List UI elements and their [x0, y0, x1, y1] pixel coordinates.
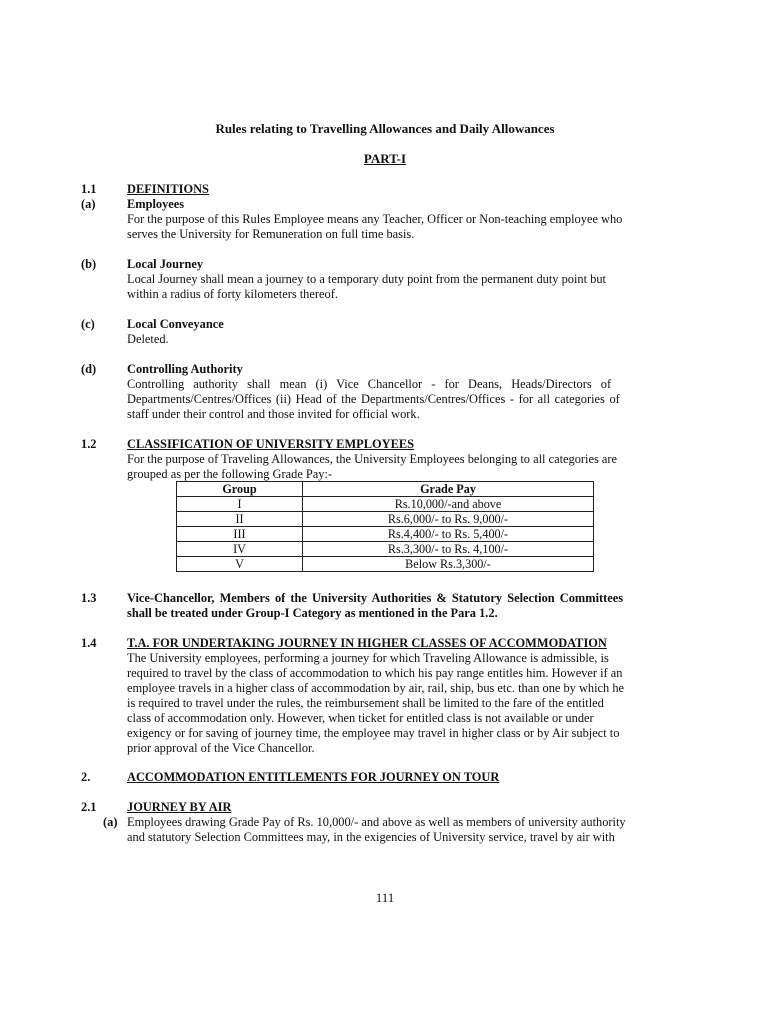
section-number: 1.2 [81, 437, 97, 451]
section-number: 1.1 [81, 182, 97, 196]
table-cell-grade-pay: Rs.6,000/- to Rs. 9,000/- [303, 512, 594, 527]
table-row [177, 557, 594, 572]
section-heading: CLASSIFICATION OF UNIVERSITY EMPLOYEES [127, 437, 414, 451]
text-line: shall be treated under Group-I Category as mentioned in the Para 1.2. [127, 606, 498, 620]
table-row [177, 542, 594, 557]
text-line: within a radius of forty kilometers thereof. [127, 287, 338, 301]
clause-label: (b) [81, 257, 97, 271]
table-cell-grade-pay: Rs.10,000/-and above [303, 497, 594, 512]
document-title: Rules relating to Travelling Allowances and Daily Allowances [215, 121, 555, 136]
section-higher-classes [127, 636, 690, 756]
definition-heading: Local Conveyance [127, 317, 224, 331]
definition-employees [127, 197, 690, 242]
text-line: The University employees, performing a journey for which Traveling Allowance is admissible, is [127, 651, 609, 665]
table-cell-group: II [177, 512, 303, 527]
text-line: serves the University for Remuneration on full time basis. [127, 227, 415, 241]
section-number: 1.4 [81, 636, 97, 650]
text-line: is required to travel under the rules, the reimbursement shall be limited to the fare of the entitled [127, 696, 604, 710]
grade-pay-table [176, 481, 594, 572]
text-line: exigency or for saving of journey time, the employee may travel in higher class or by Air subject to [127, 726, 620, 740]
definition-heading: Local Journey [127, 257, 204, 271]
clause-label: (d) [81, 362, 97, 376]
definition-heading: Employees [127, 197, 185, 211]
text-line: staff under their control and those invited for official work. [127, 407, 420, 421]
section-number: 2.1 [81, 800, 97, 814]
clause-label: (c) [81, 317, 95, 331]
table-header-cell: Group [177, 482, 303, 497]
text-line: Local Journey shall mean a journey to a temporary duty point from the permanent duty point but [127, 272, 606, 286]
section-heading-accommodation: ACCOMMODATION ENTITLEMENTS FOR JOURNEY ON TOUR [127, 770, 500, 784]
section-number: 2. [81, 770, 91, 784]
text-line: and statutory Selection Committees may, in the exigencies of University service, travel by air with [127, 830, 615, 844]
text-line: prior approval of the Vice Chancellor. [127, 741, 315, 755]
section-vc-category [127, 591, 690, 621]
table-row [177, 527, 594, 542]
table-cell-grade-pay: Rs.4,400/- to Rs. 5,400/- [303, 527, 594, 542]
text-line: Employees drawing Grade Pay of Rs. 10,000/- and above as well as members of university authority [127, 815, 626, 829]
text-line: Controlling authority shall mean (i) Vice Chancellor - for Deans, Heads/Directors of [127, 377, 612, 391]
text-line: grouped as per the following Grade Pay:- [127, 467, 333, 481]
table-cell-group: III [177, 527, 303, 542]
clause-label: (a) [103, 815, 118, 829]
definition-local-conveyance [127, 317, 690, 347]
text-line: employee travels in a higher class of accommodation by air, rail, ship, bus etc. than one by which he [127, 681, 625, 695]
table-row [177, 512, 594, 527]
section-number: 1.3 [81, 591, 97, 605]
section-heading-journey-by-air: JOURNEY BY AIR [127, 800, 232, 814]
text-line: Departments/Centres/Offices (ii) Head of the Departments/Centres/Offices - for all categories of [127, 392, 620, 406]
page-number: 111 [375, 890, 395, 905]
table-cell-group: IV [177, 542, 303, 557]
section-classification [127, 437, 690, 482]
text-line: For the purpose of this Rules Employee means any Teacher, Officer or Non-teaching employee who [127, 212, 623, 226]
section-heading-definitions: DEFINITIONS [127, 182, 209, 196]
text-line: For the purpose of Traveling Allowances, the University Employees belonging to all categories are [127, 452, 618, 466]
table-header-row [177, 482, 594, 497]
text-line: class of accommodation only. However, when ticket for entitled class is not available or under [127, 711, 594, 725]
definition-local-journey [127, 257, 690, 302]
text-line: Vice-Chancellor, Members of the University Authorities & Statutory Selection Committees [127, 591, 624, 605]
table-cell-grade-pay: Rs.3,300/- to Rs. 4,100/- [303, 542, 594, 557]
section-heading: T.A. FOR UNDERTAKING JOURNEY IN HIGHER CLASSES OF ACCOMMODATION [127, 636, 607, 650]
text-line: required to travel by the class of accommodation to which his pay range entitles him. However if an [127, 666, 623, 680]
part-heading: PART-I [363, 151, 407, 166]
text-line: Deleted. [127, 332, 169, 346]
clause-air-travel [127, 815, 690, 845]
table-cell-grade-pay: Below Rs.3,300/- [303, 557, 594, 572]
table-cell-group: I [177, 497, 303, 512]
definition-heading: Controlling Authority [127, 362, 243, 376]
table-header-cell: Grade Pay [303, 482, 594, 497]
clause-label: (a) [81, 197, 96, 211]
table-cell-group: V [177, 557, 303, 572]
definition-controlling-authority [127, 362, 690, 422]
table-row [177, 497, 594, 512]
